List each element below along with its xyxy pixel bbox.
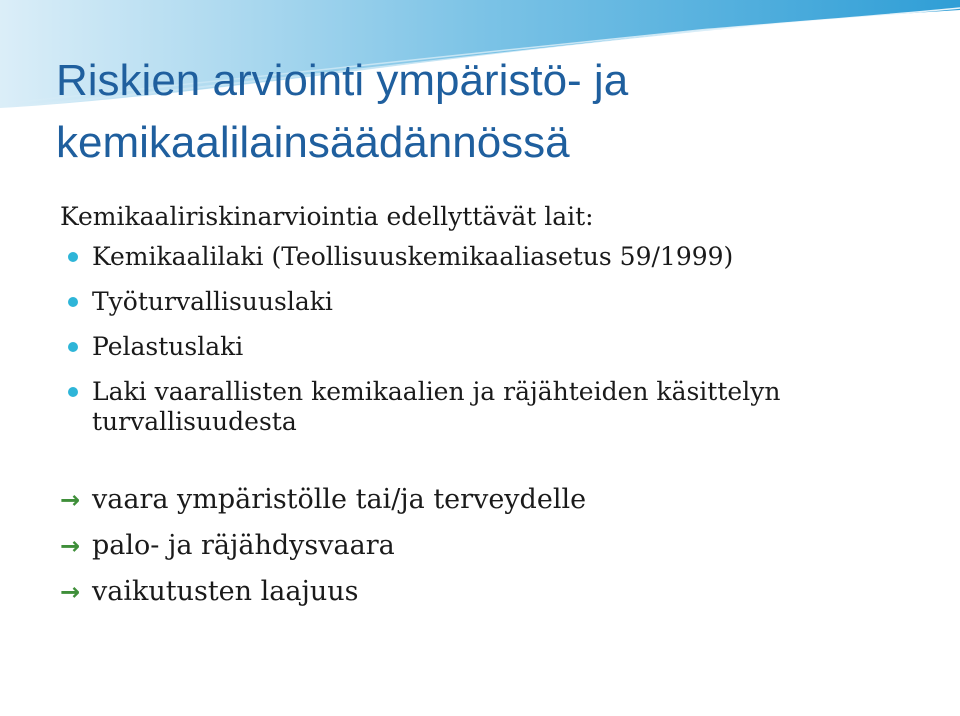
consequence-list <box>60 477 940 615</box>
bullet-dot-icon <box>68 387 78 397</box>
law-text: Kemikaalilaki (Teollisuuskemikaaliasetus 59/1999) <box>92 242 734 271</box>
law-list <box>60 242 940 437</box>
law-text: Pelastuslaki <box>92 332 244 361</box>
arrow-right-icon: → <box>60 578 81 606</box>
law-text: Laki vaarallisten kemikaalien ja räjähteiden käsittelyn turvallisuudesta <box>92 377 781 436</box>
list-item <box>60 287 940 317</box>
page-title: Riskien arviointi ympäristö- ja kemikaalilainsäädännössä <box>56 56 629 167</box>
consequence-text: palo- ja räjähdysvaara <box>92 530 395 561</box>
list-item <box>60 569 940 615</box>
list-item <box>60 332 940 362</box>
consequence-text: vaikutusten laajuus <box>92 576 359 607</box>
bullet-dot-icon <box>68 252 78 262</box>
intro-text: Kemikaaliriskinarviointia edellyttävät lait: <box>60 202 594 231</box>
bullet-dot-icon <box>68 342 78 352</box>
consequence-text: vaara ympäristölle tai/ja terveydelle <box>92 484 587 515</box>
list-item <box>60 377 940 437</box>
arrow-right-icon: → <box>60 486 81 514</box>
arrow-right-icon: → <box>60 532 81 560</box>
law-text: Työturvallisuuslaki <box>92 287 333 316</box>
content <box>60 200 940 615</box>
list-item <box>60 523 940 569</box>
list-item <box>60 477 940 523</box>
list-item <box>60 242 940 272</box>
bullet-dot-icon <box>68 297 78 307</box>
